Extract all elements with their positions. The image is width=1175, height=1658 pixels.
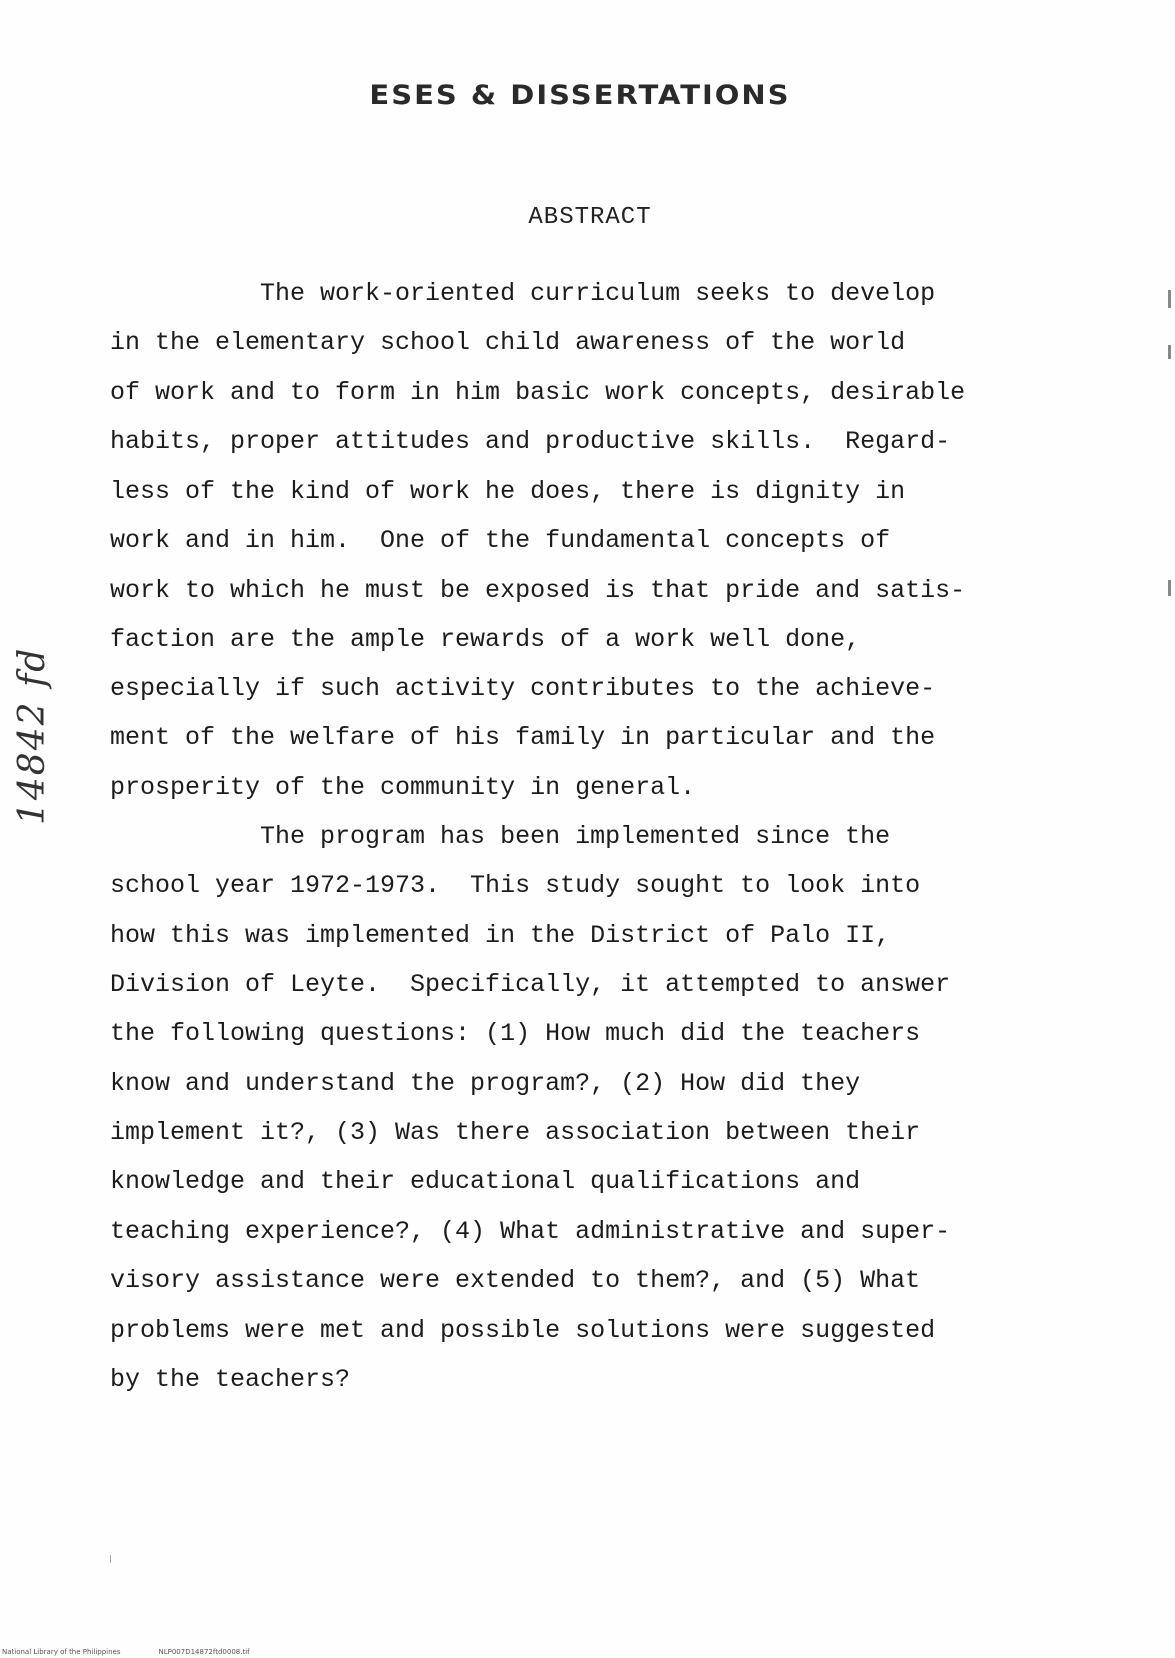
text-line: faction are the ample rewards of a work well done, (110, 625, 861, 654)
text-line: by the teachers? (110, 1365, 351, 1394)
text-line: of work and to form in him basic work concepts, desirable (110, 378, 966, 407)
scan-edge-mark (1168, 290, 1171, 308)
footer-filename: NLP007D14872ftd0008.tif (158, 1648, 250, 1656)
text-line: know and understand the program?, (2) How did they (110, 1069, 861, 1098)
scan-edge-mark (1168, 580, 1171, 596)
text-line: visory assistance were extended to them?, and (5) What (110, 1266, 921, 1295)
text-line: especially if such activity contributes to the achieve- (110, 674, 936, 703)
text-line: problems were met and possible solutions were suggested (110, 1316, 936, 1345)
handwritten-accession-note: 14842 fd (12, 646, 53, 825)
scan-speck (110, 1555, 111, 1563)
text-line: the following questions: (1) How much did the teachers (110, 1019, 921, 1048)
text-line: habits, proper attitudes and productive skills. Regard- (110, 427, 951, 456)
scan-footer (2, 1648, 288, 1656)
text-line: ment of the welfare of his family in particular and the (110, 723, 936, 752)
text-line: less of the kind of work he does, there is dignity in (110, 477, 906, 506)
text-line: school year 1972-1973. This study sought to look into (110, 871, 921, 900)
text-line: teaching experience?, (4) What administrative and super- (110, 1217, 951, 1246)
footer-library: National Library of the Philippines (2, 1648, 121, 1656)
text-line: The work-oriented curriculum seeks to develop (110, 279, 936, 308)
text-line: how this was implemented in the District of Palo II, (110, 921, 891, 950)
text-line: implement it?, (3) Was there association between their (110, 1118, 921, 1147)
scan-edge-mark (1168, 345, 1171, 359)
text-line: prosperity of the community in general. (110, 773, 696, 802)
text-line: The program has been implemented since the (110, 822, 891, 851)
text-line: work to which he must be exposed is that pride and satis- (110, 576, 966, 605)
abstract-heading: ABSTRACT (528, 204, 652, 231)
text-line: work and in him. One of the fundamental concepts of (110, 526, 891, 555)
theses-dissertations-stamp: ESES & DISSERTATIONS (369, 79, 791, 111)
text-line: in the elementary school child awareness of the world (110, 328, 906, 357)
text-line: knowledge and their educational qualifications and (110, 1167, 861, 1196)
text-line: Division of Leyte. Specifically, it attempted to answer (110, 970, 951, 999)
